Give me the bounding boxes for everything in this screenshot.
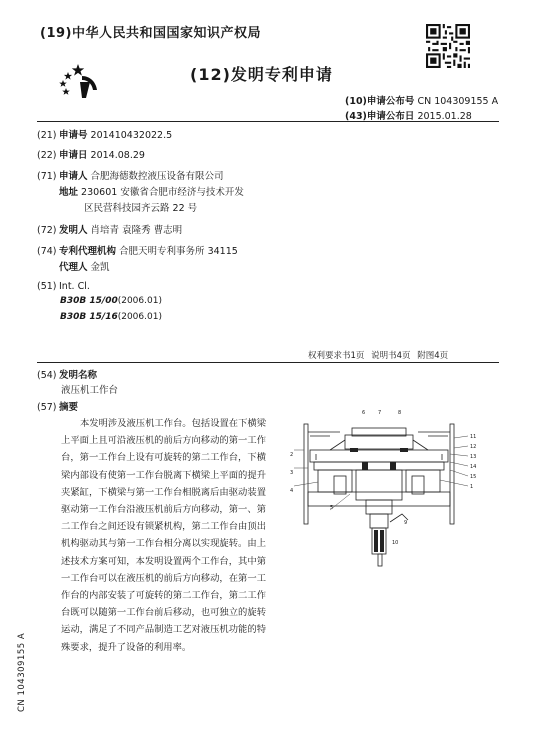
ref-numeral: 14: [470, 464, 477, 470]
qr-code-icon: [426, 24, 470, 68]
publication-number: CN 104309155 A: [417, 96, 499, 107]
ref-numeral: 9: [404, 520, 408, 526]
body-divider: [37, 362, 499, 363]
field-code: (22): [37, 150, 57, 161]
ipc-class-2: [60, 312, 162, 322]
ipc-code: B30B 15/00: [60, 296, 118, 306]
ref-numeral: 11: [470, 434, 477, 440]
ref-numeral: 5: [330, 505, 334, 511]
ipc-version: (2006.01): [117, 296, 162, 306]
application-number-row: [37, 127, 172, 141]
address-line-1: 230601 安徽省合肥市经济与技术开发: [81, 187, 244, 198]
cnipa-emblem-icon: [56, 64, 100, 98]
ref-numeral: 13: [470, 454, 477, 460]
field-code: (72): [37, 225, 57, 236]
side-publication-number: CN 104309155 A: [17, 632, 27, 712]
ipc-label: Int. Cl.: [59, 281, 90, 292]
application-date: 2014.08.29: [90, 150, 145, 161]
ipc-code: B30B 15/16: [60, 312, 118, 322]
page-count: 权利要求书1页 说明书4页 附图4页: [308, 351, 449, 361]
ref-numeral: 15: [470, 474, 477, 480]
ipc-row: [37, 281, 90, 292]
drawing-reference-numerals-left: [290, 446, 293, 500]
publication-number-label: (10)申请公布号: [345, 96, 415, 107]
ipc-class-1: [60, 296, 162, 306]
ref-numeral: 10: [392, 540, 399, 546]
ref-numeral: 4: [290, 488, 294, 494]
inventor-names: 肖培青 袁隆秀 曹志明: [90, 225, 183, 236]
publication-number-row: [345, 93, 498, 107]
agent-name: 金凯: [90, 262, 110, 273]
ref-numeral: 3: [290, 470, 294, 476]
title-row: [37, 367, 97, 381]
ref-numeral: 12: [470, 444, 477, 450]
agency-label: 专利代理机构: [59, 246, 117, 257]
ipc-version: (2006.01): [117, 312, 162, 322]
address-label: 地址: [59, 187, 79, 198]
inventor-row: [37, 222, 182, 236]
field-code: (54): [37, 370, 57, 381]
ref-numeral: 2: [290, 452, 294, 458]
abstract-label: 摘要: [59, 402, 79, 413]
application-number-label: 申请号: [59, 130, 88, 141]
agent-label: 代理人: [59, 262, 88, 273]
press-table-drawing: [290, 410, 490, 582]
header-divider: [37, 121, 499, 122]
ref-numeral: 8: [398, 410, 402, 416]
applicant-row: [37, 168, 224, 182]
ref-numeral: 6: [362, 410, 366, 416]
address-line-2: 区民营科技园齐云路 22 号: [84, 203, 198, 214]
application-number: 201410432022.5: [90, 130, 173, 141]
agent-row: [59, 259, 110, 273]
inventor-label: 发明人: [59, 225, 88, 236]
agency-row: [37, 243, 238, 257]
address-row: [59, 184, 244, 198]
application-date-row: [37, 147, 145, 161]
field-code: (57): [37, 402, 57, 413]
field-code: (21): [37, 130, 57, 141]
applicant-label: 申请人: [59, 171, 88, 182]
publication-date: 2015.01.28: [417, 111, 472, 122]
document-type: (12)发明专利申请: [190, 65, 333, 84]
field-code: (74): [37, 246, 57, 257]
authority-name: (19)中华人民共和国国家知识产权局: [40, 26, 261, 41]
publication-date-label: (43)申请公布日: [345, 111, 415, 122]
ref-numeral: 1: [470, 484, 474, 490]
title-label: 发明名称: [59, 370, 98, 381]
ref-numeral: 7: [378, 410, 382, 416]
drawing-reference-numerals: [470, 432, 476, 492]
invention-title: 液压机工作台: [61, 385, 119, 396]
abstract-row: [37, 399, 78, 413]
publication-date-row: [345, 108, 472, 122]
field-code: (51): [37, 281, 57, 292]
application-date-label: 申请日: [59, 150, 88, 161]
applicant-name: 合肥海德数控液压设备有限公司: [90, 171, 224, 182]
field-code: (71): [37, 171, 57, 182]
abstract-text: 本发明涉及液压机工作台。包括设置在下横梁上平面上且可沿液压机的前后方向移动的第一工作台，第一工作台上设有可旋转的第二工作台，下横梁内部设有使第一工作台脱离下横梁上平面的提升夹紧缸，下横梁与第一工作台相脱离后由驱动装置驱动第一工作台沿液压机前后方向移动，第一、第二工作台之间还设有锁紧机构，第二工作台由顶出机构驱动其与第一工作台相分离以实现旋转。由上述技术方案可知，本发明设置两个工作台，其中第一工作台可以在液压机的前后方向移动，在第一工作台的内部安装了可旋转的第二工作台，第二工作台既可以随第一工作台前后移动，也可独立的旋转运动，满足了不同产品制造工艺对液压机功能的特殊要求，提升了设备的利用率。: [61, 418, 266, 653]
agency-name: 合肥天明专利事务所 34115: [119, 246, 238, 257]
